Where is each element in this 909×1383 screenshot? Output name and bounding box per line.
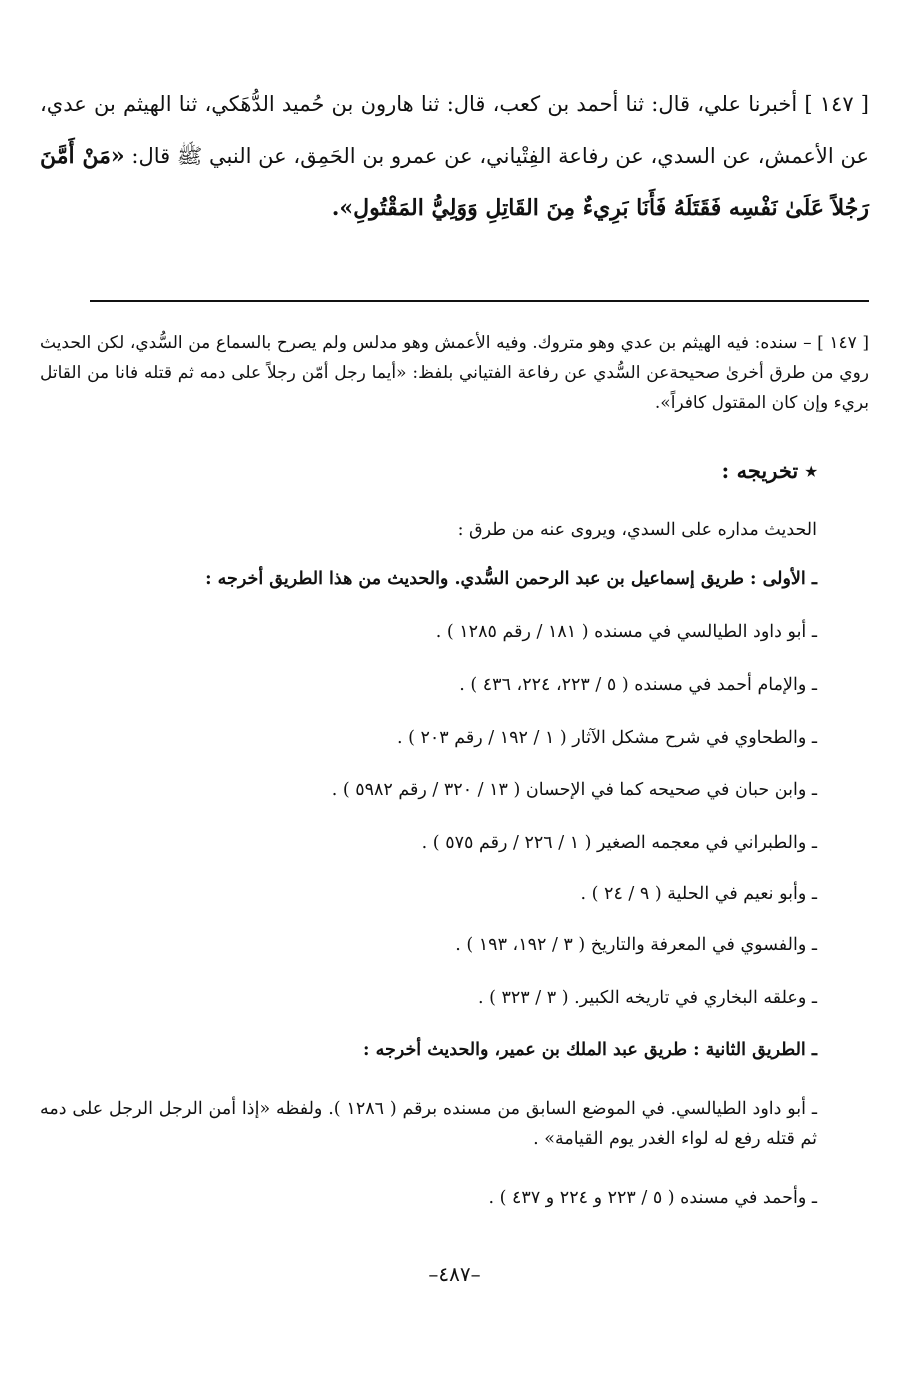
hadith-main-text [40, 78, 869, 234]
hadith-isnad: [ ١٤٧ ] أخبرنا علي، قال: ثنا أحمد بن كعب، قال: ثنا هارون بن حُميد الدُّهَكي، ثنا الهيثم بن عدي، عن الأعمش، عن السدي، عن رفاعة الفِتْياني، عن عمرو بن الحَمِق، عن النبي ﷺ قال: [40, 92, 869, 168]
takhrij-line: ـ والإمام أحمد في مسنده ( ٥ / ٢٢٣، ٢٢٤، ٤٣٦ ) . [459, 675, 817, 695]
takhrij-line: ـ والطحاوي في شرح مشكل الآثار ( ١ / ١٩٢ / رقم ٢٠٣ ) . [396, 728, 817, 748]
takhrij-line: ـ والطبراني في معجمه الصغير ( ١ / ٢٢٦ / رقم ٥٧٥ ) . [421, 833, 817, 853]
takhrij-paragraph: ـ أبو داود الطيالسي. في الموضع السابق من مسنده برقم ( ١٢٨٦ ). ولفظه «إذا أمن الرجل الرجل على دمه ثم قتله رفع له لواء الغدر يوم القيامة» . [40, 1099, 817, 1149]
hadith-matn: «مَنْ أَمَّنَ رَجُلاً عَلَىٰ نَفْسِه فَقَتَلَهُ فَأَنَا بَرِيءٌ مِنَ القَاتِلِ وَوَلِيُّ المَقْتُولِ». [40, 143, 869, 221]
takhrij-line: ـ الأولى : طريق إسماعيل بن عبد الرحمن السُّدي. والحديث من هذا الطريق أخرجه : [205, 569, 817, 589]
takhrij-line: ـ وأحمد في مسنده ( ٥ / ٢٢٣ و ٢٢٤ و ٤٣٧ ) . [488, 1188, 817, 1208]
footnote-sanad: [ ١٤٧ ] – سنده: فيه الهيثم بن عدي وهو متروك. وفيه الأعمش وهو مدلس ولم يصرح بالسماع من السُّدي، لكن الحديث روي من طرق أخرىٰ صحيحةعن السُّدي عن رفاعة الفتياني بلفظ: «أيما رجل أمّن رجلاً على دمه ثم قتله فانا من القاتل بريء وإن كان المقتول كافراً». [40, 333, 869, 413]
takhrij-line: ـ والفسوي في المعرفة والتاريخ ( ٣ / ١٩٢، ١٩٣ ) . [455, 935, 817, 955]
takhrij-line: الحديث مداره على السدي، ويروى عنه من طرق : [457, 520, 817, 540]
takhrij-line: ـ وابن حبان في صحيحه كما في الإحسان ( ١٣ / ٣٢٠ / رقم ٥٩٨٢ ) . [331, 780, 817, 800]
takhrij-line: ـ وأبو نعيم في الحلية ( ٩ / ٢٤ ) . [580, 884, 817, 904]
footnote-divider [90, 300, 869, 302]
takhrij-line: ـ أبو داود الطيالسي في مسنده ( ١٨١ / رقم ١٢٨٥ ) . [435, 622, 817, 642]
takhrij-heading: ٭ تخريجه : [721, 458, 817, 483]
takhrij-line: ـ وعلقه البخاري في تاريخه الكبير. ( ٣ / ٣٢٣ ) . [477, 988, 817, 1008]
takhrij-line: ـ الطريق الثانية : طريق عبد الملك بن عمير، والحديث أخرجه : [363, 1040, 817, 1060]
page-number: –٤٨٧– [428, 1262, 481, 1286]
